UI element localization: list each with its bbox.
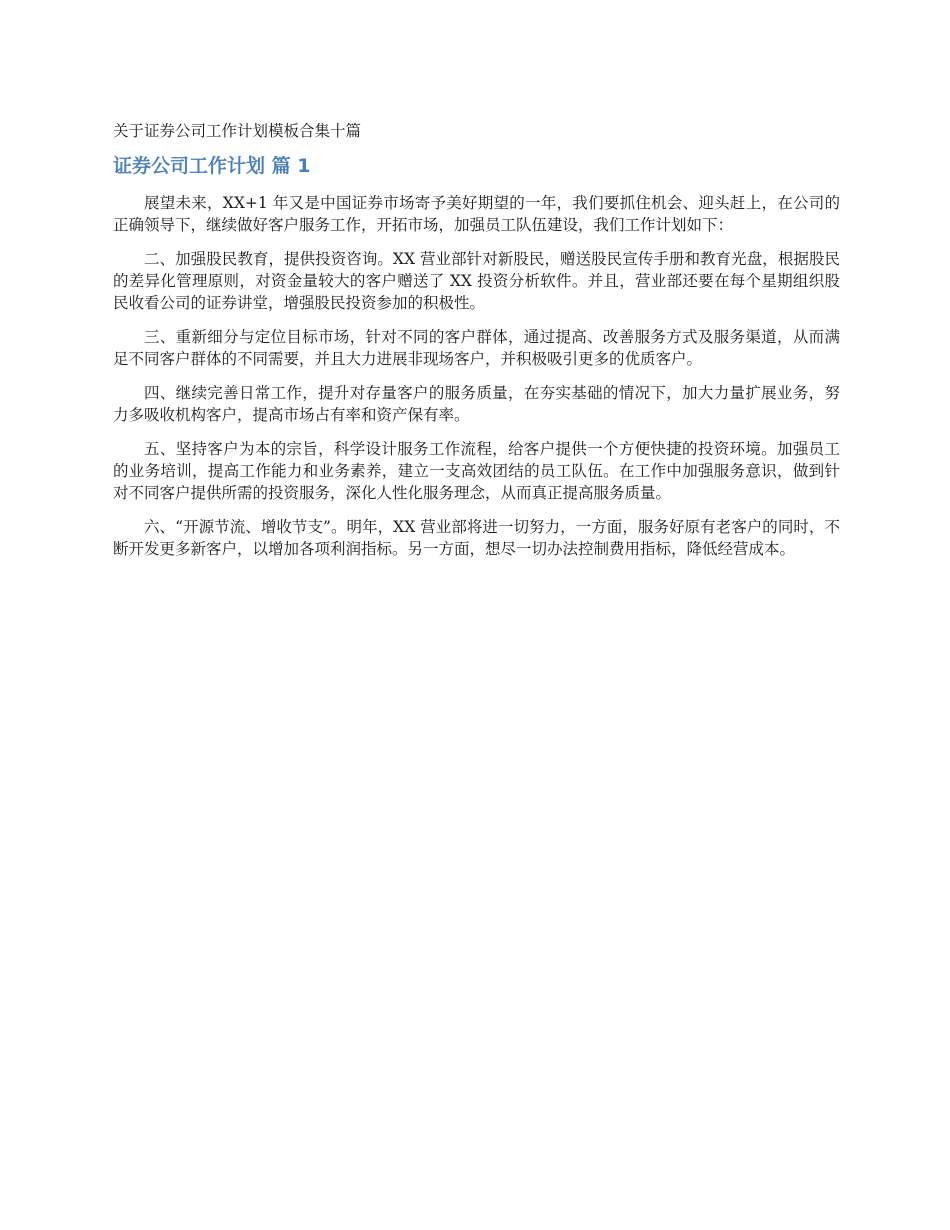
paragraph-6: 六、“开源节流、增收节支”。明年，XX 营业部将进一切努力，一方面，服务好原有老客户的同时，不断开发更多新客户，以增加各项利润指标。另一方面，想尽一切办法控制费用指标，降低经营成本。	[113, 518, 840, 558]
document-title: 关于证券公司工作计划模板合集十篇	[113, 122, 362, 140]
paragraph-intro: 展望未来，XX+1 年又是中国证券市场寄予美好期望的一年，我们要抓住机会、迎头赶上，在公司的正确领导下，继续做好客户服务工作，开拓市场，加强员工队伍建设，我们工作计划如下：	[113, 194, 840, 234]
paragraph-4: 四、继续完善日常工作，提升对存量客户的服务质量，在夯实基础的情况下，加大力量扩展业务，努力多吸收机构客户，提高市场占有率和资产保有率。	[113, 384, 840, 424]
paragraph-3: 三、重新细分与定位目标市场，针对不同的客户群体，通过提高、改善服务方式及服务渠道，从而满足不同客户群体的不同需要，并且大力进展非现场客户，并积极吸引更多的优质客户。	[113, 328, 840, 368]
paragraph-5: 五、坚持客户为本的宗旨，科学设计服务工作流程，给客户提供一个方便快捷的投资环境。加强员工的业务培训，提高工作能力和业务素养，建立一支高效团结的员工队伍。在工作中加强服务意识，做到针对不同客户提供所需的投资服务，深化人性化服务理念，从而真正提高服务质量。	[113, 440, 840, 502]
document-page	[113, 120, 840, 572]
section-heading: 证券公司工作计划 篇 1	[113, 155, 311, 177]
paragraph-2: 二、加强股民教育，提供投资咨询。XX 营业部针对新股民，赠送股民宣传手册和教育光盘，根据股民的差异化管理原则，对资金量较大的客户赠送了 XX 投资分析软件。并且，营业部还要在每个星期组织股民收看公司的证券讲堂，增强股民投资参加的积极性。	[113, 250, 840, 312]
